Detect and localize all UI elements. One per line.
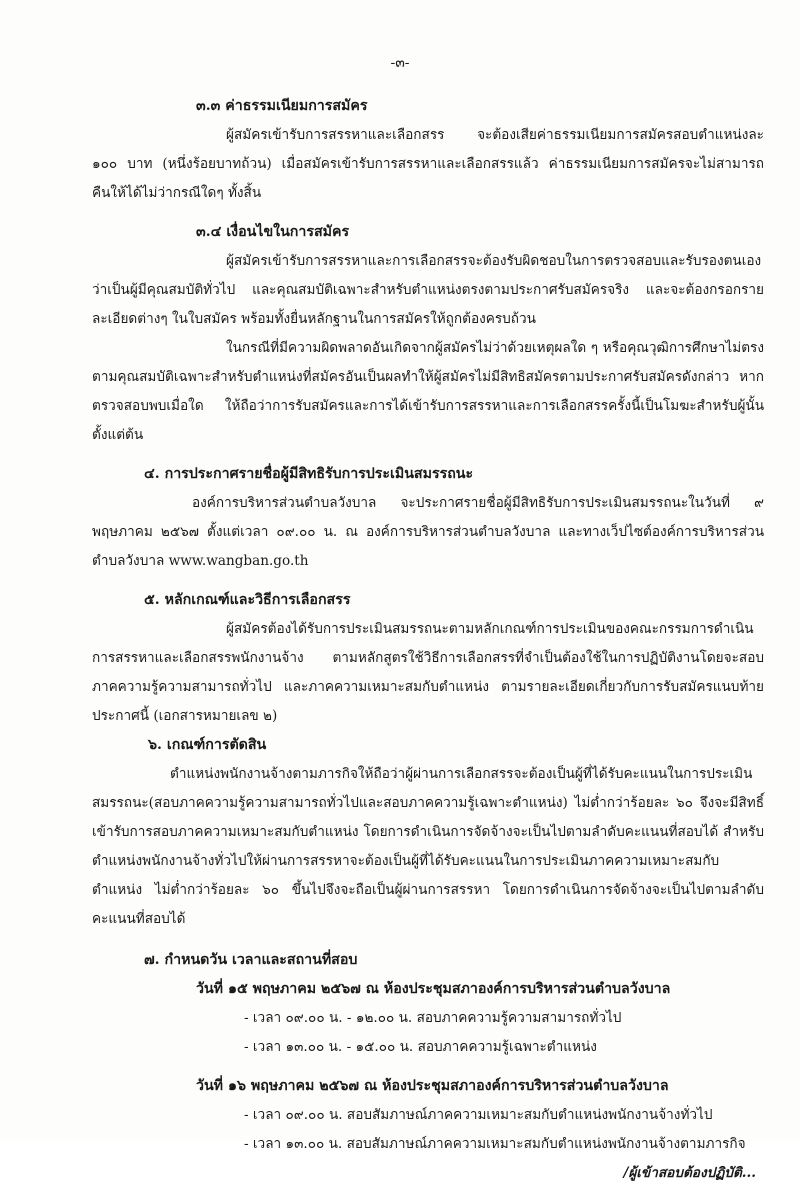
exam-day-1-item-2: - เวลา ๑๓.๐๐ น. - ๑๕.๐๐ น. สอบภาคความรู้เฉพาะตำแหน่ง <box>244 1039 597 1055</box>
section-7-heading: ๗. กำหนดวัน เวลาและสถานที่สอบ <box>144 952 358 968</box>
section-5-paragraph: ผู้สมัครต้องได้รับการประเมินสมรรถนะตามหลักเกณฑ์การประเมินของคณะกรรมการดำเนินการสรรหาและเลือกสรรพนักงานจ้าง ตามหลักสูตรใช้วิธีการเลือกสรรที่จำเป็นต้องใช้ในการปฏิบัติงานโดยจะสอบภาคความรู้ความสามารถทั่วไป และภาคความเหมาะสมกับตำแหน่ง ตามรายละเอียดเกี่ยวกับการรับสมัครแนบท้ายประกาศนี้ (เอกสารหมายเลข ๒) <box>92 621 764 724</box>
section-3-4-heading: ๓.๔ เงื่อนไขในการสมัคร <box>196 224 350 240</box>
exam-day-1-item-1: - เวลา ๐๙.๐๐ น. - ๑๒.๐๐ น. สอบภาคความรู้ความสามารถทั่วไป <box>244 1010 622 1026</box>
section-3-3-paragraph: ผู้สมัครเข้ารับการสรรหาและเลือกสรร จะต้องเสียค่าธรรมเนียมการสมัครสอบตำแหน่งละ ๑๐๐ บาท (หนึ่งร้อยบาทถ้วน) เมื่อสมัครเข้ารับการสรรหาและเลือกสรรแล้ว ค่าธรรมเนียมการสมัครจะไม่สามารถคืนให้ได้ไม่ว่ากรณีใดๆ ทั้งสิ้น <box>92 127 764 201</box>
section-6-heading: ๖. เกณฑ์การตัดสิน <box>148 737 267 753</box>
section-4-heading: ๔. การประกาศรายชื่อผู้มีสิทธิรับการประเมินสมรรถนะ <box>144 466 474 482</box>
section-3-4-paragraph-1: ผู้สมัครเข้ารับการสรรหาและการเลือกสรรจะต้องรับผิดชอบในการตรวจสอบและรับรองตนเองว่าเป็นผู้มีคุณสมบัติทั่วไป และคุณสมบัติเฉพาะสำหรับตำแหน่งตรงตามประกาศรับสมัครจริง และจะต้องกรอกรายละเอียดต่างๆ ในใบสมัคร พร้อมทั้งยื่นหลักฐานในการสมัครให้ถูกต้องครบถ้วน <box>92 253 764 327</box>
section-3-4-paragraph-2: ในกรณีที่มีความผิดพลาดอันเกิดจากผู้สมัครไม่ว่าด้วยเหตุผลใด ๆ หรือคุณวุฒิการศึกษาไม่ตรงตามคุณสมบัติเฉพาะสำหรับตำแหน่งที่สมัครอันเป็นผลทำให้ผู้สมัครไม่มีสิทธิสมัครตามประกาศรับสมัครดังกล่าว หากตรวจสอบพบเมื่อใด ให้ถือว่าการรับสมัครและการได้เข้ารับการสรรหาและการเลือกสรรครั้งนี้เป็นโมฆะสำหรับผู้นั้นตั้งแต่ต้น <box>92 340 764 443</box>
section-3-3-heading: ๓.๓ ค่าธรรมเนียมการสมัคร <box>196 98 368 114</box>
document-body <box>92 92 764 1188</box>
exam-day-2-heading: วันที่ ๑๖ พฤษภาคม ๒๕๖๗ ณ ห้องประชุมสภาองค์การบริหารส่วนตำบลวังบาล <box>196 1078 669 1094</box>
exam-day-2-item-1: - เวลา ๐๙.๐๐ น. สอบสัมภาษณ์ภาคความเหมาะสมกับตำแหน่งพนักงานจ้างทั่วไป <box>244 1107 713 1123</box>
exam-day-1-heading: วันที่ ๑๕ พฤษภาคม ๒๕๖๗ ณ ห้องประชุมสภาองค์การบริหารส่วนตำบลวังบาล <box>196 981 671 997</box>
continuation-note: /ผู้เข้าสอบต้องปฏิบัติ... <box>623 1165 756 1181</box>
section-5-heading: ๕. หลักเกณฑ์และวิธีการเลือกสรร <box>144 592 351 608</box>
page-number: -๓- <box>390 55 410 71</box>
section-4-paragraph: องค์การบริหารส่วนตำบลวังบาล จะประกาศรายชื่อผู้มีสิทธิรับการประเมินสมรรถนะในวันที่ ๙ พฤษภาคม ๒๕๖๗ ตั้งแต่เวลา ๐๙.๐๐ น. ณ องค์การบริหารส่วนตำบลวังบาล และทางเว็ปไซต์องค์การบริหารส่วนตำบลวังบาล www.wangban.go.th <box>92 495 764 569</box>
exam-day-2-item-2: - เวลา ๑๓.๐๐ น. สอบสัมภาษณ์ภาคความเหมาะสมกับตำแหน่งพนักงานจ้างตามภารกิจ <box>244 1136 746 1152</box>
section-6-paragraph: ตำแหน่งพนักงานจ้างตามภารกิจให้ถือว่าผู้ผ่านการเลือกสรรจะต้องเป็นผู้ที่ได้รับคะแนนในการประเมินสมรรถนะ(สอบภาคความรู้ความสามารถทั่วไปและสอบภาคความรู้เฉพาะตำแหน่ง) ไม่ต่ำกว่าร้อยละ ๖๐ จึงจะมีสิทธิ์เข้ารับการสอบภาคความเหมาะสมกับตำแหน่ง โดยการดำเนินการจัดจ้างจะเป็นไปตามลำดับคะแนนที่สอบได้ สำหรับตำแหน่งพนักงานจ้างทั่วไปให้ผ่านการสรรหาจะต้องเป็นผู้ที่ได้รับคะแนนในการประเมินภาคความเหมาะสมกับตำแหน่ง ไม่ต่ำกว่าร้อยละ ๖๐ ขึ้นไปจึงจะถือเป็นผู้ผ่านการสรรหา โดยการดำเนินการจัดจ้างจะเป็นไปตามลำดับคะแนนที่สอบได้ <box>92 766 764 927</box>
